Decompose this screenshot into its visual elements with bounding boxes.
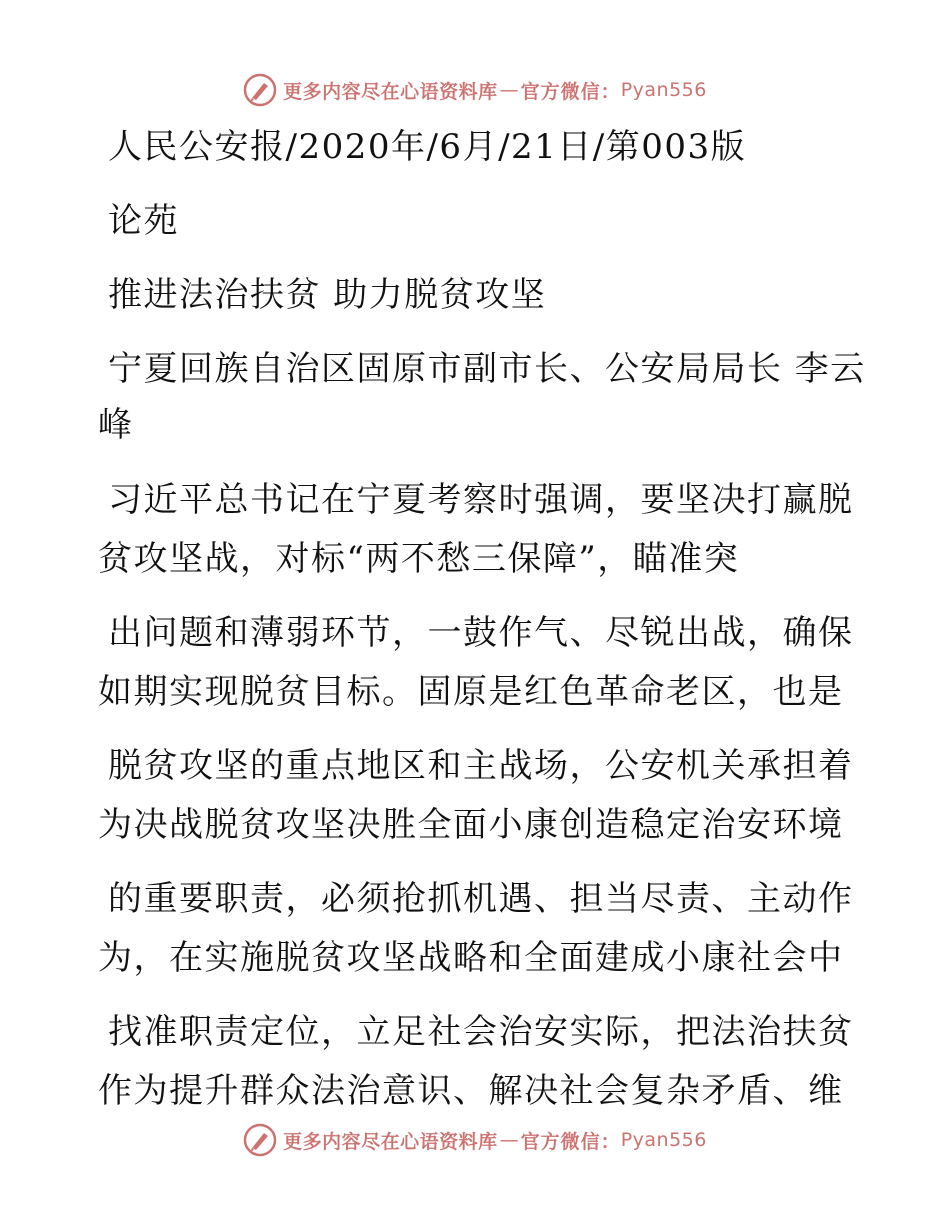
pen-logo-icon (243, 1123, 277, 1157)
body-line: 为决战脱贫攻坚决胜全面小康创造稳定治安环境 (98, 805, 844, 845)
body-line: 为，在实施脱贫攻坚战略和全面建成小康社会中 (98, 938, 844, 978)
body-line: 出问题和薄弱环节，一鼓作气、尽锐出战，确保 (108, 613, 854, 653)
body-line: 找准职责定位，立足社会治安实际，把法治扶贫 (108, 1012, 854, 1052)
article-author-continued: 峰 (98, 405, 134, 445)
body-line: 的重要职责，必须抢抓机遇、担当尽责、主动作 (108, 879, 854, 919)
pen-logo-icon (243, 73, 277, 107)
body-line: 作为提升群众法治意识、解决社会复杂矛盾、维 (98, 1071, 844, 1111)
watermark-wechat-label: 官方微信： (520, 80, 621, 103)
body-line: 贫攻坚战，对标“两不愁三保障”，瞄准突 (98, 539, 740, 579)
watermark-dash: — (499, 1129, 519, 1151)
article-source: 人民公安报/2020年/6月/21日/第003版 (108, 127, 747, 167)
watermark-wechat-id: Pyan556 (620, 79, 707, 101)
watermark-text: 更多内容尽在心语资料库 (283, 80, 498, 103)
watermark-footer (0, 1120, 950, 1160)
body-line: 脱贫攻坚的重点地区和主战场，公安机关承担着 (108, 746, 854, 786)
article-author: 宁夏回族自治区固原市副市长、公安局局长 李云 (108, 349, 866, 389)
watermark-header (0, 70, 950, 110)
body-line: 习近平总书记在宁夏考察时强调，要坚决打赢脱 (108, 480, 854, 520)
article-title: 推进法治扶贫 助力脱贫攻坚 (108, 275, 547, 315)
watermark-text: 更多内容尽在心语资料库 (283, 1130, 498, 1153)
body-line: 如期实现脱贫目标。固原是红色革命老区，也是 (98, 672, 844, 712)
watermark-dash: — (499, 79, 519, 101)
article-column: 论苑 (108, 201, 179, 241)
watermark-wechat-id: Pyan556 (620, 1129, 707, 1151)
watermark-wechat-label: 官方微信： (520, 1130, 621, 1153)
